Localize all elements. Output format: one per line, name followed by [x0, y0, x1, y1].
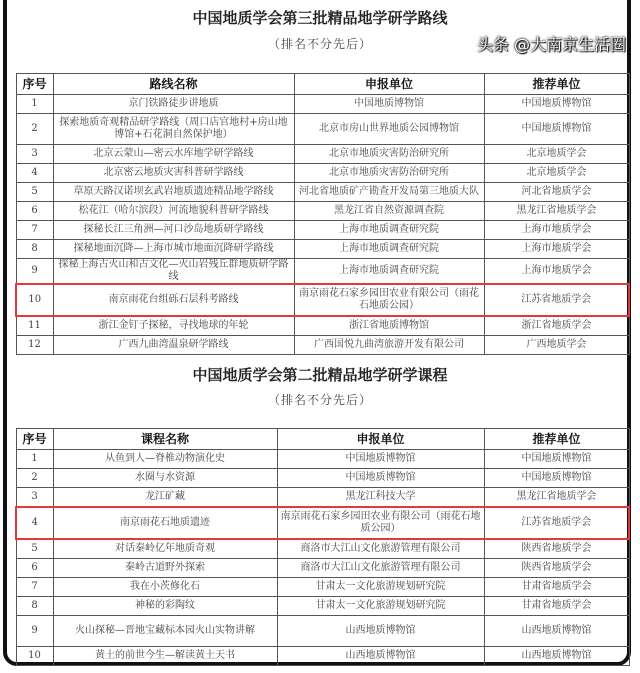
name-cell: 黄土的前世今生—解读黄土天书	[53, 647, 277, 666]
table-row	[16, 183, 629, 202]
table-row	[16, 202, 629, 221]
recommender-cell: 上海市地质学会	[484, 240, 629, 259]
applicant-cell: 浙江省地质博物馆	[294, 316, 484, 336]
row-number: 3	[16, 488, 53, 508]
applicant-cell: 甘肃太一文化旅游规划研究院	[277, 578, 484, 597]
name-cell: 对话秦岭亿年地质奇观	[53, 539, 277, 559]
applicant-cell: 甘肃太一文化旅游规划研究院	[277, 597, 484, 616]
row-number: 6	[16, 202, 53, 221]
name-cell: 京门铁路徒步讲地质	[53, 95, 294, 114]
row-number: 10	[16, 647, 53, 666]
recommender-cell: 黑龙江省地质学会	[484, 488, 629, 508]
table-row	[16, 450, 629, 469]
table-header-row	[16, 429, 629, 450]
name-cell: 探秘长江三角洲—河口沙岛地质研学路线	[53, 221, 294, 240]
applicant-cell: 商洛市大江山文化旅游管理有限公司	[277, 539, 484, 559]
recommender-cell: 上海市地质学会	[484, 221, 629, 240]
recommender-cell: 浙江省地质学会	[484, 316, 629, 336]
recommender-cell: 广西地质学会	[484, 336, 629, 355]
name-cell: 秦岭古道野外探索	[53, 559, 277, 578]
row-number: 2	[16, 469, 53, 488]
row-number: 8	[16, 240, 53, 259]
column-header: 申报单位	[294, 74, 484, 95]
applicant-cell: 黑龙江省自然资源调查院	[294, 202, 484, 221]
applicant-cell: 商洛市大江山文化旅游管理有限公司	[277, 559, 484, 578]
table-row	[16, 164, 629, 183]
row-number: 4	[16, 507, 53, 539]
name-cell: 北京密云地质灾害科普研学路线	[53, 164, 294, 183]
name-cell: 龙江矿藏	[53, 488, 277, 508]
name-cell: 南京雨花台组砾石层科考路线	[53, 284, 294, 316]
table-row	[16, 336, 629, 355]
column-header: 序号	[16, 429, 53, 450]
table-row	[16, 259, 629, 285]
row-number: 8	[16, 597, 53, 616]
table-row	[16, 240, 629, 259]
row-number: 7	[16, 221, 53, 240]
table-row	[16, 488, 629, 508]
name-cell: 水圈与水资源	[53, 469, 277, 488]
table-row	[16, 469, 629, 488]
row-number: 12	[16, 336, 53, 355]
table-row	[16, 95, 629, 114]
applicant-cell: 中国地质博物馆	[277, 450, 484, 469]
table-row	[16, 597, 629, 616]
recommender-cell: 河北省地质学会	[484, 183, 629, 202]
name-cell: 广西九曲湾温泉研学路线	[53, 336, 294, 355]
table-row	[16, 316, 629, 336]
table-row	[16, 221, 629, 240]
row-number: 1	[16, 95, 53, 114]
applicant-cell: 中国地质博物馆	[277, 469, 484, 488]
row-number: 11	[16, 316, 53, 336]
name-cell: 我在小茨修化石	[53, 578, 277, 597]
table2-subtitle: （排名不分先后）	[267, 393, 372, 407]
applicant-cell: 北京市地质灾害防治研究所	[294, 164, 484, 183]
column-header: 序号	[16, 74, 53, 95]
recommender-cell: 甘肃省地质学会	[484, 597, 629, 616]
name-cell: 北京云蒙山—密云水库地学研学路线	[53, 145, 294, 164]
table-row	[16, 578, 629, 597]
courses-table	[15, 428, 630, 666]
row-number: 4	[16, 164, 53, 183]
table-row	[16, 114, 629, 145]
watermark: 头条 @大南京生活圈	[476, 35, 626, 54]
row-number: 3	[16, 145, 53, 164]
table-row	[16, 559, 629, 578]
recommender-cell: 山西地质博物馆	[484, 647, 629, 666]
recommender-cell: 中国地质博物馆	[484, 450, 629, 469]
applicant-cell: 上海市地质调查研究院	[294, 259, 484, 285]
table-row	[16, 616, 629, 647]
name-cell: 从鱼到人—脊椎动物演化史	[53, 450, 277, 469]
applicant-cell: 山西地质博物馆	[277, 647, 484, 666]
row-number: 2	[16, 114, 53, 145]
row-number: 7	[16, 578, 53, 597]
table-row	[16, 539, 629, 559]
applicant-cell: 南京雨花石家乡园田农业有限公司（雨花石地质公园）	[294, 284, 484, 316]
recommender-cell: 中国地质博物馆	[484, 469, 629, 488]
table-row	[16, 145, 629, 164]
column-header: 课程名称	[53, 429, 277, 450]
recommender-cell: 江苏省地质学会	[484, 284, 629, 316]
row-number: 9	[16, 616, 53, 647]
applicant-cell: 河北省地质矿产勘查开发局第三地质大队	[294, 183, 484, 202]
applicant-cell: 中国地质博物馆	[294, 95, 484, 114]
recommender-cell: 江苏省地质学会	[484, 507, 629, 539]
name-cell: 探秘上海古火山和古文化—火山岩残丘群地质研学路线	[53, 259, 294, 285]
routes-table	[15, 73, 630, 355]
applicant-cell: 北京市地质灾害防治研究所	[294, 145, 484, 164]
recommender-cell: 甘肃省地质学会	[484, 578, 629, 597]
table-row	[16, 647, 629, 666]
row-number: 1	[16, 450, 53, 469]
recommender-cell: 黑龙江省地质学会	[484, 202, 629, 221]
column-header: 路线名称	[53, 74, 294, 95]
name-cell: 探索地质奇观精品研学路线（周口店官地村+房山地博馆+石花洞自然保护地）	[53, 114, 294, 145]
table2-title: 中国地质学会第二批精品地学研学课程	[192, 366, 448, 384]
column-header: 推荐单位	[484, 429, 629, 450]
table1-title: 中国地质学会第三批精品地学研学路线	[192, 9, 448, 27]
column-header: 申报单位	[277, 429, 484, 450]
recommender-cell: 北京地质学会	[484, 145, 629, 164]
row-number: 9	[16, 259, 53, 285]
name-cell: 浙江金钉子探秘，寻找地球的年轮	[53, 316, 294, 336]
applicant-cell: 南京雨花石家乡园田农业有限公司（雨花石地质公园）	[277, 507, 484, 539]
name-cell: 探秘地面沉降—上海市城市地面沉降研学路线	[53, 240, 294, 259]
applicant-cell: 上海市地质调查研究院	[294, 240, 484, 259]
name-cell: 神秘的彩陶纹	[53, 597, 277, 616]
highlighted-table-row	[16, 284, 629, 316]
table-header-row	[16, 74, 629, 95]
column-header: 推荐单位	[484, 74, 629, 95]
applicant-cell: 北京市房山世界地质公园博物馆	[294, 114, 484, 145]
row-number: 5	[16, 539, 53, 559]
row-number: 5	[16, 183, 53, 202]
recommender-cell: 陕西省地质学会	[484, 559, 629, 578]
recommender-cell: 陕西省地质学会	[484, 539, 629, 559]
recommender-cell: 北京地质学会	[484, 164, 629, 183]
name-cell: 火山探秘—晋地宝藏标本园火山实物讲解	[53, 616, 277, 647]
recommender-cell: 上海市地质学会	[484, 259, 629, 285]
highlighted-table-row	[16, 507, 629, 539]
row-number: 6	[16, 559, 53, 578]
name-cell: 松花江（哈尔滨段）河流地貌科普研学路线	[53, 202, 294, 221]
applicant-cell: 山西地质博物馆	[277, 616, 484, 647]
name-cell: 南京雨花石地质遗迹	[53, 507, 277, 539]
name-cell: 草原天路汉诺坝玄武岩地质遗迹精品地学路线	[53, 183, 294, 202]
applicant-cell: 广西国悦九曲湾旅游开发有限公司	[294, 336, 484, 355]
row-number: 10	[16, 284, 53, 316]
recommender-cell: 中国地质博物馆	[484, 95, 629, 114]
recommender-cell: 山西地质博物馆	[484, 616, 629, 647]
recommender-cell: 中国地质博物馆	[484, 114, 629, 145]
table1-subtitle: （排名不分先后）	[267, 37, 372, 51]
applicant-cell: 黑龙江科技大学	[277, 488, 484, 508]
applicant-cell: 上海市地质调查研究院	[294, 221, 484, 240]
